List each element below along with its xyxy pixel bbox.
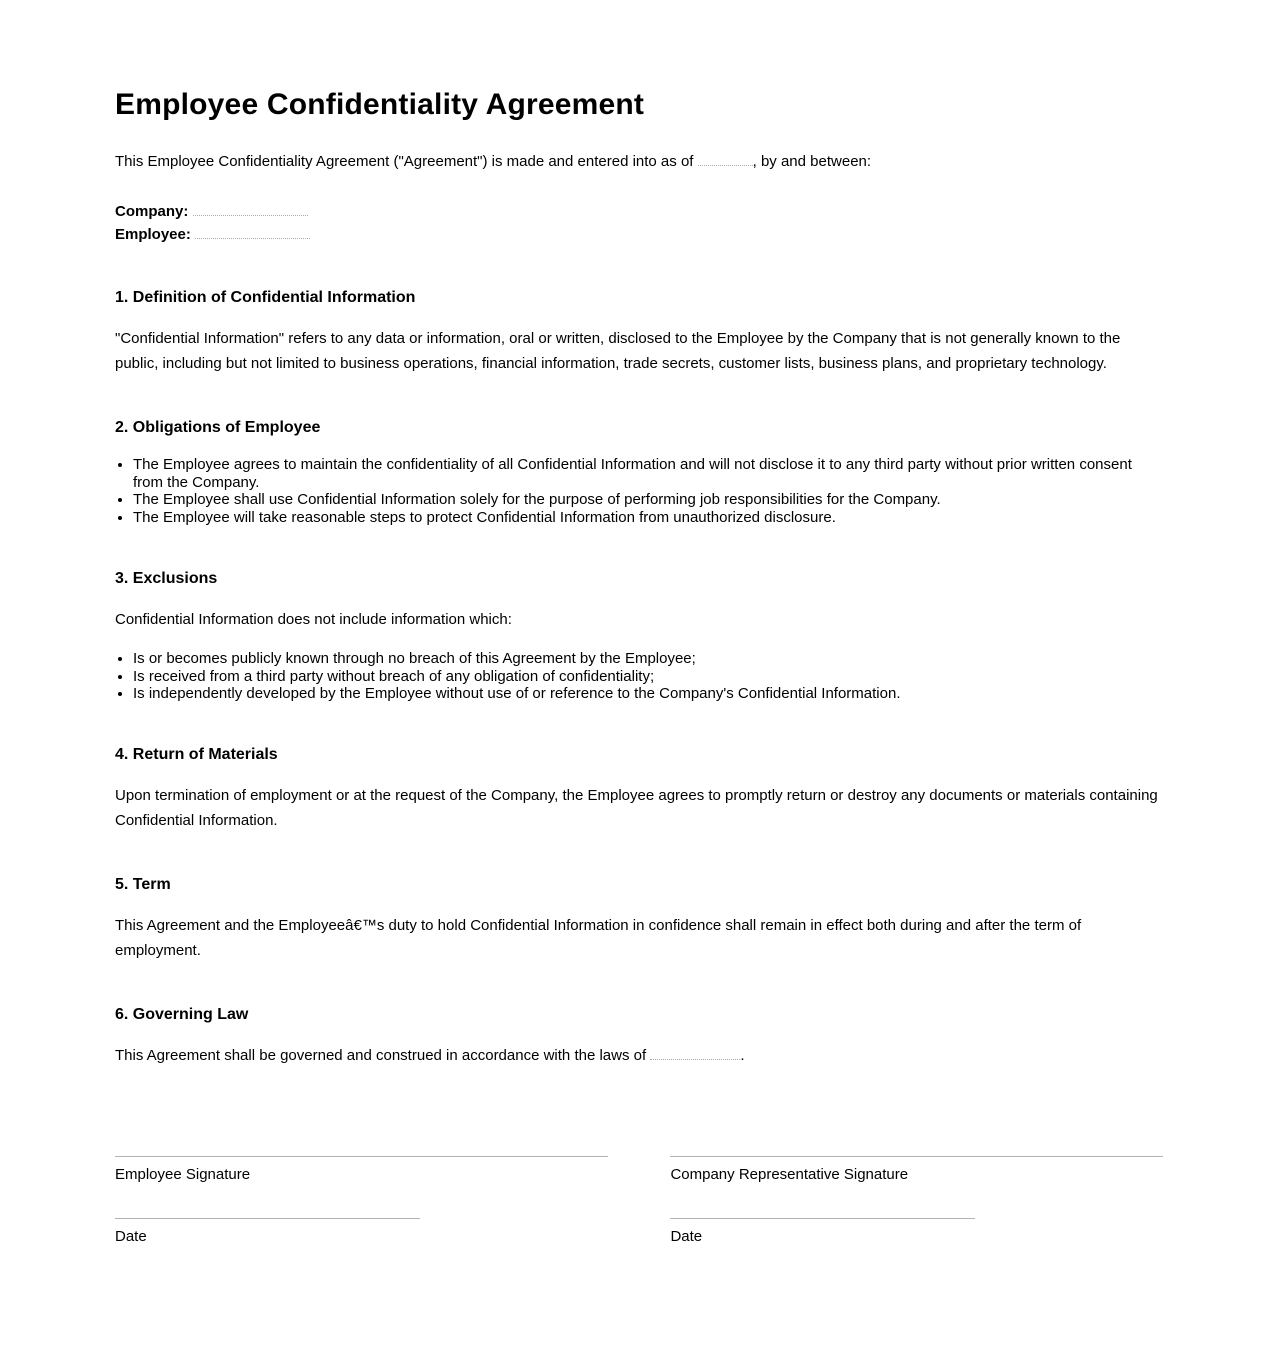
employee-label: Employee:: [115, 225, 191, 243]
section-governing-law: [115, 1005, 1163, 1068]
company-date-label: Date: [670, 1228, 703, 1246]
employee-row: [115, 223, 1163, 246]
section-heading: 2. Obligations of Employee: [115, 418, 321, 436]
company-label: Company:: [115, 202, 189, 220]
section-heading: 5. Term: [115, 876, 171, 894]
section-heading: 3. Exclusions: [115, 569, 218, 587]
section-body: [115, 1043, 1163, 1068]
section-body: "Confidential Information" refers to any data or information, oral or written, disclosed to the Employee by the Company that is not generally known to the public, including but not limited to business operations, financial information, trade secrets, customer lists, business plans, and proprietary technology.: [115, 329, 1121, 372]
company-name-blank: [193, 203, 308, 216]
company-signature-label: Company Representative Signature: [670, 1166, 909, 1184]
governing-law-blank: [650, 1047, 740, 1060]
section-term: [115, 875, 1163, 963]
obligations-list: [115, 456, 1163, 527]
list-item: • The Employee shall use Confidential Information solely for the purpose of performing job responsibilities for the Company.: [133, 491, 1163, 509]
section-return-of-materials: [115, 745, 1163, 833]
list-item: • Is or becomes publicly known through no breach of this Agreement by the Employee;: [133, 650, 1163, 668]
effective-date-blank: [698, 153, 753, 166]
company-signature-block: [670, 1156, 1163, 1245]
list-item: • The Employee will take reasonable steps to protect Confidential Information from unauthorized disclosure.: [133, 509, 1163, 527]
intro-paragraph: [115, 149, 1163, 174]
section-definition: [115, 288, 1163, 376]
section-body: Upon termination of employment or at the request of the Company, the Employee agrees to promptly return or destroy any documents or materials containing Confidential Information.: [115, 787, 1158, 830]
page-title: Employee Confidentiality Agreement: [115, 88, 645, 121]
section-obligations: [115, 418, 1163, 527]
employee-date-label: Date: [115, 1228, 147, 1246]
exclusions-list: [115, 650, 1163, 703]
employee-signature-block: [115, 1156, 608, 1245]
parties-block: [115, 200, 1163, 246]
intro-text-before: This Employee Confidentiality Agreement ("Agreement") is made and entered into as of: [115, 152, 698, 170]
list-item: • Is independently developed by the Employee without use of or reference to the Company's Confidential Information.: [133, 685, 1163, 703]
section-heading: 4. Return of Materials: [115, 745, 278, 763]
governing-law-text-before: This Agreement shall be governed and construed in accordance with the laws of: [115, 1047, 651, 1065]
governing-law-text-after: .: [740, 1047, 745, 1065]
section-heading: 6. Governing Law: [115, 1006, 249, 1024]
section-exclusions: [115, 569, 1163, 703]
company-row: [115, 200, 1163, 223]
section-body: This Agreement and the Employeeâ€™s duty to hold Confidential Information in confidence shall remain in effect both during and after the term of employment.: [115, 917, 1082, 960]
employee-name-blank: [195, 226, 310, 239]
signature-section: [115, 1156, 1163, 1245]
section-heading: 1. Definition of Confidential Information: [115, 288, 416, 306]
list-item: • The Employee agrees to maintain the confidentiality of all Confidential Information and will not disclose it to any third party without prior written consent from the Company.: [133, 456, 1163, 491]
list-item: • Is received from a third party without breach of any obligation of confidentiality;: [133, 668, 1163, 686]
section-body: Confidential Information does not include information which:: [115, 610, 512, 628]
intro-text-after: , by and between:: [752, 152, 872, 170]
employee-signature-label: Employee Signature: [115, 1166, 251, 1184]
